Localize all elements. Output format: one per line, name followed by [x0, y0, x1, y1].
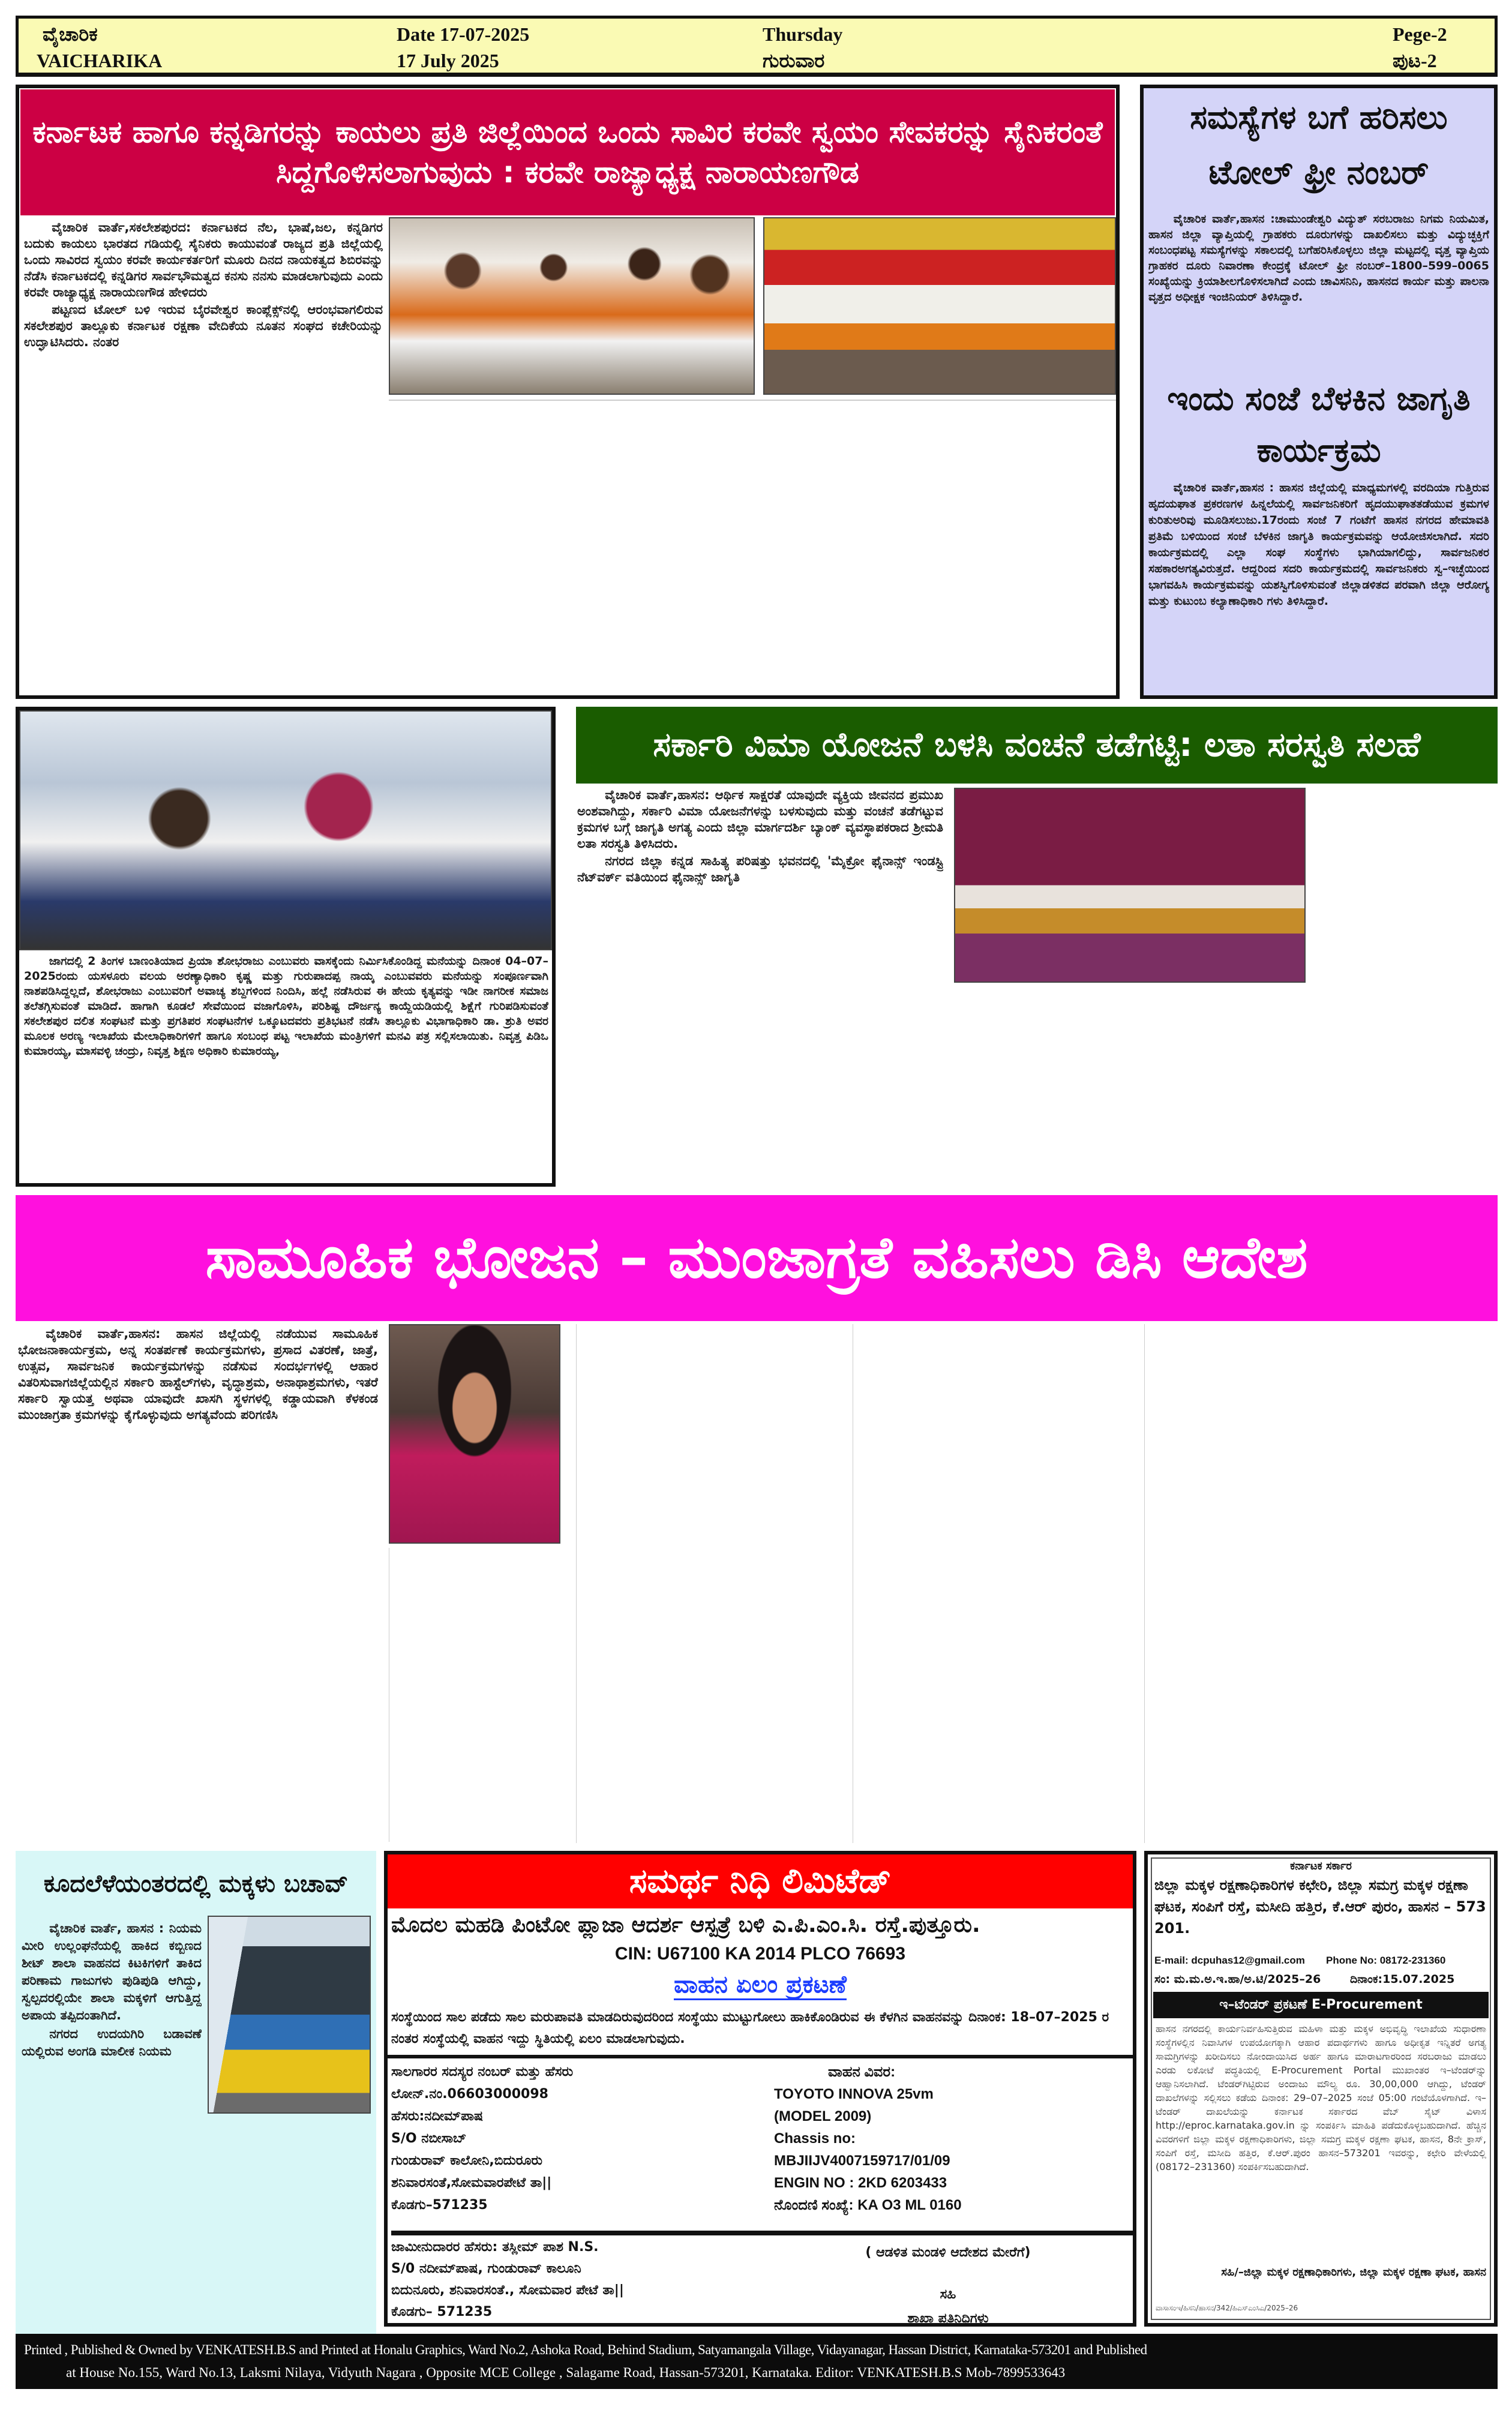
lead-story-continued-columns — [389, 400, 1116, 694]
paragraph: ಪಟ್ಟಣದ ಟೋಲ್ ಬಳಿ ಇರುವ ಬೈರವೇಶ್ವರ ಕಾಂಪ್ಲೆಕ್ಸ್‌ನಲ್ಲಿ ಆರಂಭವಾಗಲಿರುವ ಸಕಲೇಶಪುರ ತಾಲ್ಲೂಕು ಕರ್ನಾಟಕ ರಕ್ಷಣಾ ವೇದಿಕೆಯ ನೂತನ ಸಂಘದ ಕಚೇರಿಯನ್ನು ಉದ್ಘಾಟಿಸಿದರು. ನಂತರ — [24, 302, 383, 349]
masthead — [16, 16, 1498, 77]
paragraph: ಜಾಗದಲ್ಲಿ 2 ತಿಂಗಳ ಬಾಣಂತಿಯಾದ ಪ್ರಿಯಾ ಶೋಭರಾಜು ಎಂಬುವರು ವಾಸಕ್ಕೆಂದು ನಿರ್ಮಿಸಿಕೊಂಡಿದ್ದ ಮನೆಯನ್ನು ದಿನಾಂಕ 04–07–2025ರಂದು ಯಸಳೂರು ವಲಯ ಅರಣ್ಯಾಧಿಕಾರಿ ಕೃಷ್ಣ ಮತ್ತು ಗುರುಪಾದಪ್ಪ ನಾಯ್ಕ ಎಂಬುವವರು ಮನೆಯನ್ನು ಸಂಪೂರ್ಣವಾಗಿ ನಾಶಪಡಿಸಿದ್ದಲ್ಲದೆ, ಶೋಭರಾಜು ಎಂಬುವರಿಗೆ ಅವಾಚ್ಯ ಶಬ್ದಗಳಿಂದ ನಿಂದಿಸಿ, ಹಲ್ಲೆ ನಡೆಸಿರುವ ಈ ಹೇಯ ಕೃತ್ಯವನ್ನು ಇಡೀ ನಾಗರೀಕ ಸಮಾಜ ತಲೆತಗ್ಗಿಸುವಂತೆ ಮಾಡಿದೆ. ಹಾಗಾಗಿ ಕೂಡಲೆ ಸೇವೆಯಿಂದ ವಜಾಗೊಳಿಸಿ, ಪರಿಶಿಷ್ಟ ದೌರ್ಜನ್ಯ ಕಾಯ್ದೆಯಡಿಯಲ್ಲಿ ಶಿಕ್ಷೆಗೆ ಗುರಿಪಡಿಸುವಂತೆ ಸಕಲೇಶಪುರ ದಲಿತ ಸಂಘಟನೆ ಮತ್ತು ಪ್ರಗತಿಪರ ಸಂಘಟನೆಗಳ ಒಕ್ಕೂಟದವರು ಪ್ರತಿಭಟನೆ ನಡೆಸಿ ತಾಲ್ಲೂಕು ವಿಭಾಗಾಧಿಕಾರಿ ಡಾ. ಶ್ರುತಿ ಅವರ ಮೂಲಕ ಅರಣ್ಯ ಇಲಾಖೆಯ ಮೇಲಾಧಿಕಾರಿಗಳಿಗೆ ಹಾಗೂ ಸಂಬಂಧ ಪಟ್ಟ ಇಲಾಖೆಯ ಮಂತ್ರಿಗಳಿಗೆ ಮನವಿ ಪತ್ರ ಸಲ್ಲಿಸಲಾಯಿತು. ನಿವೃತ್ತ ಪಿಡಿಒ ಕುಮಾರಯ್ಯ, ಮಾಸವಳ್ಳಿ ಚಂದ್ರು, ನಿವೃತ್ತ ಶಿಕ್ಷಣ ಅಧಿಕಾರಿ ಕುಮಾರಯ್ಯ, — [24, 955, 548, 1058]
auction-notice-text: ಸಂಸ್ಥೆಯಿಂದ ಸಾಲ ಪಡೆದು ಸಾಲ ಮರುಪಾವತಿ ಮಾಡದಿರುವುದರಿಂದ ಸಂಸ್ಥೆಯು ಮುಟ್ಟುಗೋಲು ಹಾಕಿಕೊಂಡಿರುವ ಈ ಕೆಳಗಿನ ವಾಹನವನ್ನು ದಿನಾಂಕ: 18–07–2025 ರ ನಂತರ ಸಂಸ್ಥೆಯಲ್ಲಿ ವಾಹನ ಇದ್ದು ಸ್ಥಿತಿಯಲ್ಲಿ ಏಲಂ ಮಾಡಲಾಗುವುದು. — [391, 2010, 1109, 2046]
date-label: Date 17-07-2025 — [397, 23, 530, 45]
paragraph: ವೈಚಾರಿಕ ವಾರ್ತೆ,ಹಾಸನ :ಚಾಮುಂಡೇಶ್ವರಿ ವಿದ್ಯುತ್ ಸರಬರಾಜು ನಿಗಮ ನಿಯಮಿತ, ಹಾಸನ ಜಿಲ್ಲಾ ವ್ಯಾಪ್ತಿಯಲ್ಲಿ ಗ್ರಾಹಕರು ದೂರುಗಳನ್ನು ದಾಖಲಿಸಲು ಮತ್ತು ವಿದ್ಯುಚ್ಛಕ್ತಿಗೆ ಸಂಬಂಧಪಟ್ಟ ಸಮಸ್ಯೆಗಳನ್ನು ಸಕಾಲದಲ್ಲಿ ಬಗೆಹರಿಸಿಕೊಳ್ಳಲು ಜಿಲ್ಲಾ ಮಟ್ಟದಲ್ಲಿ ವೃತ್ತ ವ್ಯಾಪ್ತಿಯ ಗ್ರಾಹಕರ ದೂರು ನಿವಾರಣಾ ಕೇಂದ್ರಕ್ಕೆ ಟೋಲ್ ಫ್ರೀ ನಂಬರ್–1800–599–0065 ಸಂಖ್ಯೆಯನ್ನು ಕ್ರಿಯಾಶೀಲಗೊಳಿಸಲಾಗಿದೆ ಎಂದು ಚಾವಿಸನಿನಿ, ಹಾಸನದ ಕಾರ್ಯ ಮತ್ತು ಪಾಲನಾ ವೃತ್ತದ ಅಧೀಕ್ಷಕ ಇಂಜಿನಿಯರ್ ತಿಳಿಸಿದ್ದಾರೆ. — [1148, 212, 1489, 304]
protest-body — [24, 954, 548, 1182]
borrower-line: ಹೆಸರು:ನದೀಮ್‌ಪಾಷ — [391, 2109, 483, 2124]
food-story-column-2 — [389, 1548, 569, 1842]
food-headline: ಸಾಮೂಹಿಕ ಭೋಜನ – ಮುಂಜಾಗ್ರತೆ ವಹಿಸಲು ಡಿಸಿ ಆದೇಶ — [16, 1195, 1498, 1321]
borrower-details — [391, 2061, 727, 2216]
food-story-column-3 — [576, 1324, 850, 1843]
borrower-line: ಗುಂಡುರಾವ್ ಕಾಲೋನಿ,ಬಿದುರೂರು — [391, 2153, 543, 2168]
board-order: ( ಆಡಳಿತ ಮಂಡಳಿ ಆದೇಶದ ಮೇರೆಗೆ) — [865, 2245, 1031, 2260]
auction-notice-title-text: ವಾಹನ ಏಲಂ ಪ್ರಕಟಣೆ — [674, 1971, 847, 2000]
day-kannada: ಗುರುವಾರ — [763, 50, 825, 71]
paragraph: ವೈಚಾರಿಕ ವಾರ್ತೆ,ಸಕಲೇಶಪುರದ: ಕರ್ನಾಟಕದ ನೆಲ, ಭಾಷೆ,ಜಲ, ಕನ್ನಡಿಗರ ಬದುಕು ಕಾಯಲು ಭಾರತದ ಗಡಿಯಲ್ಲಿ ಸೈನಿಕರು ಕಾಯುವಂತೆ ರಾಜ್ಯದ ಪ್ರತಿ ಜಿಲ್ಲೆಯಲ್ಲಿ ಒಂದು ಸಾವಿರದ ಸ್ವಯಂ ಕರವೇ ಕಾರ್ಯಕರ್ತರಿಗೆ ಮೂರು ದಿನದ ನಾಯಕತ್ವದ ಶಿಬಿರವನ್ನು ನೆಡೆಸಿ ಕರ್ನಾಟಕದಲ್ಲಿ ಕನ್ನಡಿಗರ ಸಾರ್ವಭೌಮತ್ವದ ಕನಸು ನನಸು ಮಾಡಲಾಗುವುದು ಎಂದು ಕರವೇ ರಾಜ್ಯಾಧ್ಯಕ್ಷ ನಾರಾಯಣಗೌಡ ಹೇಳಿದರು — [24, 220, 383, 299]
page-number-english: Pege-2 — [1393, 23, 1447, 45]
paragraph: ವೈಚಾರಿಕ ವಾರ್ತೆ,ಹಾಸನ: ಹಾಸನ ಜಿಲ್ಲೆಯಲ್ಲಿ ನಡೆಯುವ ಸಾಮೂಹಿಕ ಭೋಜನಾಕಾರ್ಯಕ್ರಮ, ಅನ್ನ ಸಂತರ್ಪಣೆ ಕಾರ್ಯಕ್ರಮಗಳು, ಪ್ರಸಾದ ವಿತರಣೆ, ಜಾತ್ರೆ, ಉತ್ಸವ, ಸಾರ್ವಜನಿಕ ಕಾರ್ಯಕ್ರಮಗಳನ್ನು ನಡೆಸುವ ಸಂದರ್ಭಗಳಲ್ಲಿ ಆಹಾರ ವಿತರಿಸುವಾಗಜಿಲ್ಲೆಯಲ್ಲಿನ ಸರ್ಕಾರಿ ಹಾಸ್ಟೆಲ್‌ಗಳು, ವೃದ್ಧಾಶ್ರಮ, ಅನಾಥಾಶ್ರಮಗಳು, ಇತರೆ ಸರ್ಕಾರಿ ಸ್ವಾಯತ್ತ ಅಥವಾ ಯಾವುದೇ ಖಾಸಗಿ ಸ್ಥಳಗಳಲ್ಲಿ ಕಡ್ಡಾಯವಾಗಿ ಕೆಳಕಂಡ ಮುಂಜಾಗ್ರತಾ ಕ್ರಮಗಳನ್ನು ಕೈಗೊಳ್ಳುವುದು ಅಗತ್ಯವೆಂದು ಪರಿಗಣಿಸಿ — [18, 1326, 378, 1422]
tender-office: ಜಿಲ್ಲಾ ಮಕ್ಕಳ ರಕ್ಷಣಾಧಿಕಾರಿಗಳ ಕಛೇರಿ, ಜಿಲ್ಲಾ ಸಮಗ್ರ ಮಕ್ಕಳ ರಕ್ಷಣಾ ಘಟಕ, ಸಂಪಿಗೆ ರಸ್ತೆ, ಮಸೀದಿ ಹತ್ತಿರ, ಕೆ.ಆರ್ ಪುರಂ, ಹಾಸನ – 573 201. — [1154, 1877, 1486, 1937]
lead-photo-inauguration — [389, 217, 755, 395]
bus-headline: ಕೂದಲೆಳೆಯಂತರದಲ್ಲಿ ಮಕ್ಕಳು ಬಚಾವ್ — [43, 1870, 349, 1898]
vehicle-line: Chassis no: — [774, 2130, 856, 2147]
guarantor-line: S/0 ನದೀಮ್‌ಪಾಷ, ಗುಂಡುರಾವ್ ಕಾಲೂನಿ — [391, 2261, 581, 2276]
lead-headline: ಕರ್ನಾಟಕ ಹಾಗೂ ಕನ್ನಡಿಗರನ್ನು ಕಾಯಲು ಪ್ರತಿ ಜಿಲ್ಲೆಯಿಂದ ಒಂದು ಸಾವಿರ ಕರವೇ ಸ್ವಯಂ ಸೇವಕರನ್ನು ಸೈನಿಕರಂತೆ ಸಿದ್ದಗೊಳಿಸಲಾಗುವುದು : ಕರವೇ ರಾಜ್ಯಾಧ್ಯಕ್ಷ ನಾರಾಯಣಗೌಡ — [20, 89, 1115, 215]
guarantor-details — [391, 2237, 763, 2323]
awareness-headline: ಇಂದು ಸಂಜೆ ಬೆಳಕಿನ ಜಾಗೃತಿ ಕಾರ್ಯಕ್ರಮ — [1167, 380, 1471, 469]
insurance-story-continued — [954, 987, 1306, 1182]
lead-story-body — [24, 220, 383, 694]
vehicle-line: ENGIN NO : 2KD 6203433 — [774, 2175, 947, 2191]
imprint-footer — [16, 2334, 1498, 2389]
signatory: ಶಾಖಾ ಪ್ರತಿನಿಧಿಗಳು — [907, 2311, 989, 2326]
paper-name-english: VAICHARIKA — [37, 50, 163, 71]
auction-notice-title — [388, 1971, 1133, 1998]
insurance-headline: ಸರ್ಕಾರಿ ವಿಮಾ ಯೋಜನೆ ಬಳಸಿ ವಂಚನೆ ತಡೆಗಟ್ಟಿ: ಲತಾ ಸರಸ್ವತಿ ಸಲಹೆ — [576, 707, 1498, 784]
paragraph: ನಗರದ ಜಿಲ್ಲಾ ಕನ್ನಡ ಸಾಹಿತ್ಯ ಪರಿಷತ್ತು ಭವನದಲ್ಲಿ 'ಮೈಕ್ರೋ ಫೈನಾನ್ಸ್ ಇಂಡಸ್ಟ್ರಿ ನೆಟ್‌ವರ್ಕ್ ವತಿಯಿಂದ ಫೈನಾನ್ಸ್ ಜಾಗೃತಿ — [577, 854, 943, 884]
auction-ad-address: ಮೊದಲ ಮಹಡಿ ಪಿಂಟೋ ಪ್ಲಾಜಾ ಆದರ್ಶ ಆಸ್ಪತ್ರೆ ಬಳಿ ಎ.ಪಿ.ಎಂ.ಸಿ. ರಸ್ತೆ.ಪುತ್ತೂರು. — [391, 1913, 980, 1937]
paper-name-kannada: ವೈಚಾರಿಕ — [43, 23, 98, 45]
food-body — [18, 1326, 378, 1842]
auction-ad-cin: CIN: U67100 KA 2014 PLCO 76693 — [614, 1944, 906, 1964]
signatory-block — [774, 2241, 1122, 2331]
tender-ref: ಸಂ: ಮ.ಮ.ಅ.ಇ.ಹಾ/ಅ.ಟಿ/2025–26 — [1154, 1973, 1321, 1986]
tender-body: ಹಾಸನ ನಗರದಲ್ಲಿ ಕಾರ್ಯನಿರ್ವಹಿಸುತ್ತಿರುವ ಮಹಿಳಾ ಮತ್ತು ಮಕ್ಕಳ ಅಭಿವೃದ್ಧಿ ಇಲಾಖೆಯ ಸುಧಾರಣಾ ಸಂಸ್ಥೆಗಳಲ್ಲಿನ ನಿವಾಸಿಗಳ ಉಪಯೋಗಕ್ಕಾಗಿ ಆಹಾರ ಪದಾರ್ಥಗಳು ಹಾಗೂ ಅಧೀಕೃತ ಇನ್ನಿತರೆ ಅಗತ್ಯ ಸಾಮಗ್ರಿಗಳನ್ನು ಖರೀದಿಸಲು ನೋಂದಾಯಿಸಿದ ಅರ್ಹ ಹಾಗೂ ಮಾರಾಟಗಾರರಿಂದ ಸರಬರಾಜು ಮಾಡಲು ಎರಡು ಲಕೋಟೆ ಪದ್ಧತಿಯಲ್ಲಿ E-Procurement Portal ಮುಖಾಂತರ ಇ–ಟೆಂಡರ್‌ನ್ನು ಆಹ್ವಾನಿಸಲಾಗಿದೆ. ಟೆಂಡರ್‌ಗಿಟ್ಟಿರುವ ಅಂದಾಜು ಮೌಲ್ಯ ರೂ. 30,00,000 ಆಗಿದ್ದು, ಟೆಂಡರ್ ದಾಖಲೆಗಳನ್ನು ಸಲ್ಲಿಸಲು ಕಡೆಯ ದಿನಾಂಕ: 29–07–2025 ಸಂಜೆ 05:00 ಗಂಟೆಯೊಳಗಾಗಿದೆ. ಇ–ಟೆಂಡರ್ ದಾಖಲೆಯನ್ನು ಕರ್ನಾಟಕ ಸರ್ಕಾರದ ವೆಬ್ ಸೈಟ್ ವಿಳಾಸ http://eproc.karnataka.gov.in ನ್ನು ಸಂಪರ್ಕಿಸಿ ಮಾಹಿತಿ ಪಡೆದುಕೊಳ್ಳಬಹುದಾಗಿದೆ. ಹೆಚ್ಚಿನ ವಿವರಗಳಿಗೆ ಜಿಲ್ಲಾ ಮಕ್ಕಳ ರಕ್ಷಣಾಧಿಕಾರಿಗಳು, ಜಿಲ್ಲಾ ಸಮಗ್ರ ಮಕ್ಕಳ ರಕ್ಷಣಾ ಘಟಕ, ಹಾಸನ, 8ನೇ ಕ್ರಾಸ್, ಸಂಪಿಗೆ ರಸ್ತೆ, ಮಸೀದಿ ಹತ್ತಿರ, ಕೆ.ಆರ್.ಪುರಂ ಹಾಸನ–573201 ಇವರನ್ನು, ಕಛೇರಿ ವೇಳೆಯಲ್ಲಿ (08172–231360) ಸಂಪರ್ಕಿಸಬಹುದಾಗಿದೆ. — [1156, 2023, 1486, 2172]
food-story-column-5 — [1144, 1324, 1498, 1843]
lead-photo-stage — [763, 217, 1116, 395]
auction-ad-title: ಸಮರ್ಥ ನಿಧಿ ಲಿಮಿಟೆಡ್ — [388, 1854, 1133, 1908]
tender-release-no: ವಾಸಾಸಂಇ/ಹಿಸನಿ/ಹಾಸನ/342/ಹಿಎಸ್‌ಎಂಸಿಎ/2025–26 — [1156, 2304, 1298, 2312]
vehicle-line: (MODEL 2009) — [774, 2108, 872, 2124]
sign-label: ಸಹಿ — [940, 2287, 956, 2302]
borrower-heading: ಸಾಲಗಾರರ ಸದಸ್ಯರ ನಂಬರ್ ಮತ್ತು ಹೆಸರು — [391, 2064, 574, 2079]
imprint-line-2: at House No.155, Ward No.13, Laksmi Nilaya, Vidyuth Nagara , Opposite MCE College , Salagame Road, Hassan-573201, Karnataka. Editor: VENKATESH.B.S Mob-7899533643 — [66, 2365, 1066, 2380]
borrower-line: ಶನಿವಾರಸಂತೆ,ಸೋಮವಾರಪೇಟೆ ತಾ|| — [391, 2175, 552, 2190]
guarantor-line: ಬಿದುನೂರು, ಶನಿವಾರಸಂತೆ., ಸೋಮವಾರ ಪೇಟೆ ತಾ|| — [391, 2283, 624, 2298]
borrower-line: ಲೋನ್.ನಂ.06603000098 — [391, 2087, 548, 2102]
tender-email: E-mail: dcpuhas12@gmail.com — [1154, 1955, 1305, 1966]
vehicle-line: ನೊಂದಣಿ ಸಂಖ್ಯೆ: KA O3 ML 0160 — [774, 2197, 962, 2213]
paragraph: ನಗರದ ಉದಯಗಿರಿ ಬಡಾವಣೆ ಯಲ್ಲಿರುವ ಅಂಗಡಿ ಮಾಲೀಕ ನಿಯಮ — [22, 2027, 202, 2058]
borrower-line: S/O ನಬೀಸಾಬ್ — [391, 2131, 467, 2146]
tender-date: ದಿನಾಂಕ:15.07.2025 — [1350, 1973, 1455, 1986]
vehicle-line: MBJIIJV4007159717/01/09 — [774, 2153, 950, 2169]
vehicle-details — [774, 2061, 1122, 2216]
date-long: 17 July 2025 — [397, 50, 499, 71]
school-bus-photo — [208, 1916, 371, 2114]
food-story-column-4 — [853, 1324, 1136, 1843]
page-number-kannada: ಪುಟ-2 — [1393, 50, 1437, 71]
divider — [388, 2055, 1133, 2058]
tollfree-body — [1148, 211, 1489, 367]
bus-body — [22, 1920, 202, 2370]
guarantor-line: ಜಾಮೀನುದಾರರ ಹೆಸರು: ತಸ್ಲೀಮ್ ಪಾಶ N.S. — [391, 2240, 599, 2255]
tollfree-headline: ಸಮಸ್ಯೆಗಳ ಬಗೆ ಹರಿಸಲು ಟೋಲ್ ಫ್ರೀ ನಂಬರ್ — [1190, 98, 1448, 191]
borrower-line: ಕೊಡಗು–571235 — [391, 2198, 488, 2213]
paragraph: ವೈಚಾರಿಕ ವಾರ್ತೆ,ಹಾಸನ: ಆರ್ಥಿಕ ಸಾಕ್ಷರತೆ ಯಾವುದೇ ವ್ಯಕ್ತಿಯ ಜೀವನದ ಪ್ರಮುಖ ಅಂಶವಾಗಿದ್ದು, ಸರ್ಕಾರಿ ವಿಮಾ ಯೋಜನೆಗಳನ್ನು ಬಳಸುವುದು ಮತ್ತು ವಂಚನೆ ತಡೆಗಟ್ಟುವ ಕ್ರಮಗಳ ಬಗ್ಗೆ ಜಾಗೃತಿ ಅಗತ್ಯ ಎಂದು ಜಿಲ್ಲಾ ಮಾರ್ಗದರ್ಶಿ ಬ್ಯಾಂಕ್ ವ್ಯವಸ್ಥಾಪಕರಾದ ಶ್ರೀಮತಿ ಲತಾ ಸರಸ್ವತಿ ತಿಳಿಸಿದರು. — [577, 788, 943, 851]
tender-signature: ಸಹಿ/–ಜಿಲ್ಲಾ ಮಕ್ಕಳ ರಕ್ಷಣಾಧಿಕಾರಿಗಳು, ಜಿಲ್ಲಾ ಮಕ್ಕಳ ರಕ್ಷಣಾ ಘಟಕ, ಹಾಸನ — [1221, 2266, 1486, 2279]
tender-banner: ಇ–ಟೆಂಡರ್ ಪ್ರಕಟಣೆ E-Procurement — [1153, 1992, 1489, 2018]
awareness-body — [1148, 480, 1489, 693]
imprint-line-1: Printed , Published & Owned by VENKATESH.B.S and Printed at Honalu Graphics, Ward No.2, Ashoka Road, Behind Stadium, Satyamangala Village, Vidayanagar, Hassan District, Karnataka-573201 and Published — [24, 2342, 1147, 2357]
insurance-story-right-column — [1310, 788, 1498, 1182]
insurance-body — [577, 787, 943, 1183]
tender-govt: ಕರ್ನಾಟಕ ಸರ್ಕಾರ — [1290, 1860, 1352, 1872]
deputy-commissioner-photo — [389, 1324, 560, 1544]
insurance-photo-lamp-lighting — [954, 788, 1306, 983]
day-english: Thursday — [763, 23, 843, 45]
paragraph: ವೈಚಾರಿಕ ವಾರ್ತೆ, ಹಾಸನ : ನಿಯಮ ಮೀರಿ ಉಲ್ಲಂಘನೆಯಲ್ಲಿ ಹಾಕಿದ ಕಬ್ಬಿಣದ ಶೀಟ್ ಶಾಲಾ ವಾಹನದ ಕಿಟಕಿಗಳಿಗೆ ತಾಕಿದ ಪರಿಣಾಮ ಗಾಜುಗಳು ಪುಡಿಪುಡಿ ಆಗಿದ್ದು, ಸ್ವಲ್ಪದರಲ್ಲಿಯೇ ಶಾಲಾ ಮಕ್ಕಳಿಗೆ ಆಗುತ್ತಿದ್ದ ಅಪಾಯ ತಪ್ಪಿದಂತಾಗಿದೆ. — [22, 1921, 202, 2022]
vehicle-line: TOYOTO INNOVA 25vm — [774, 2086, 934, 2102]
tender-phone: Phone No: 08172-231360 — [1326, 1955, 1446, 1966]
divider — [391, 2231, 1133, 2235]
vehicle-heading: ವಾಹನ ವಿವರ: — [828, 2064, 896, 2080]
guarantor-line: ಕೊಡಗು– 571235 — [391, 2304, 493, 2319]
paragraph: ವೈಚಾರಿಕ ವಾರ್ತೆ,ಹಾಸನ : ಹಾಸನ ಜಿಲ್ಲೆಯಲ್ಲಿ ಮಾಧ್ಯಮಗಳಲ್ಲಿ ವರದಿಯಾ ಗುತ್ತಿರುವ ಹೃದಯಘಾತ ಪ್ರಕರಣಗಳ ಹಿನ್ನಲೆಯಲ್ಲಿ ಸಾರ್ವಜನಿಕರಿಗೆ ಹೃದಯುಘಾತತಡೆಯುವ ಕ್ರಮಗಳ ಕುರಿತುಅರಿವು ಮೂಡಿಸಲುಜು.17ರಂದು ಸಂಜೆ 7 ಗಂಟೆಗೆ ಹಾಸನ ನಗರದ ಹೇಮಾವತಿ ಪ್ರತಿಮೆ ಬಳಿಯಿಂದ ಸಂಜೆ ಬೆಳಕಿನ ಜಾಗೃತಿ ಕಾರ್ಯಕ್ರಮವನ್ನು ಆಯೋಜಿಸಲಾಗಿದೆ. ಸದರಿ ಕಾರ್ಯಕ್ರಮದಲ್ಲಿ ಎಲ್ಲಾ ಸಂಘ ಸಂಸ್ಥೆಗಳು ಭಾಗಿಯಾಗಲಿದ್ದು, ಸಾರ್ವಜನಿಕರ ಸಹಕಾರಅಗತ್ಯವಿರುತ್ತದೆ. ಆದ್ದರಿಂದ ಸದರಿ ಕಾರ್ಯಕ್ರಮದಲ್ಲಿ ಸಾರ್ವಜನಿಕರು ಸ್ವ–ಇಚ್ಛೆಯಿಂದ ಭಾಗವಹಿಸಿ ಕಾರ್ಯಕ್ರಮವನ್ನು ಯಶಸ್ವಿಗೊಳಿಸುವಂತೆ ಜಿಲ್ಲಾಡಳಿತದ ಪರವಾಗಿ ಜಿಲ್ಲಾ ಆರೋಗ್ಯ ಮತ್ತು ಕುಟುಂಬ ಕಲ್ಯಾಣಾಧಿಕಾರಿ ಗಳು ತಿಳಿಸಿದ್ದಾರೆ. — [1148, 481, 1489, 608]
protest-photo — [19, 710, 552, 950]
